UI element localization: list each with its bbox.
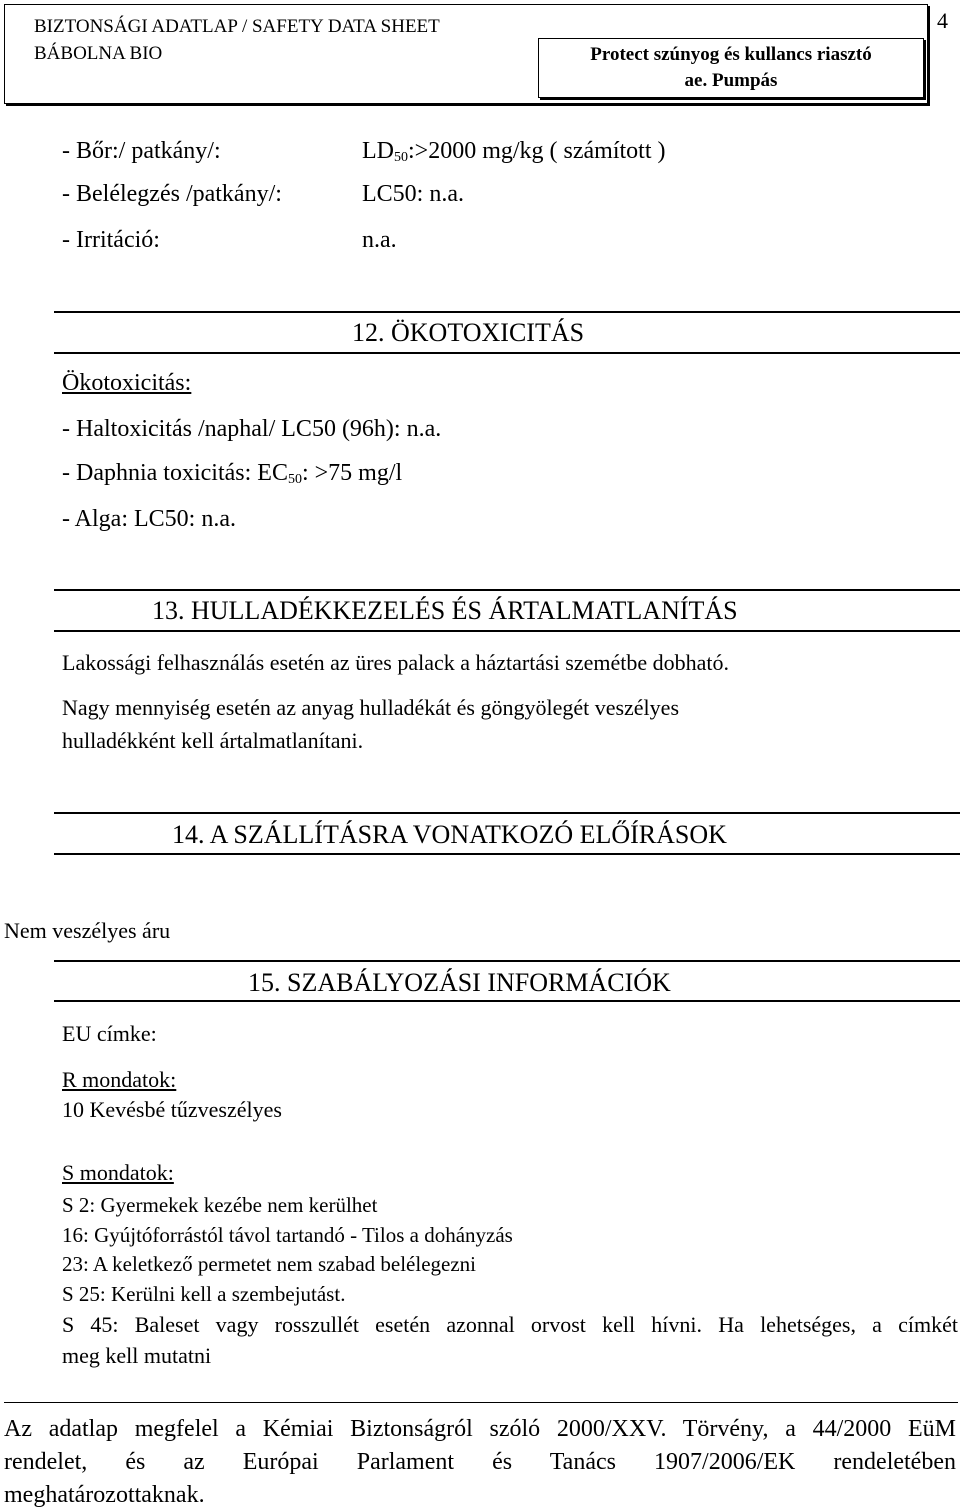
section15-rule-top [54,960,960,962]
eco-daphnia-suffix: : >75 mg/l [301,460,403,486]
eco-fish: - Haltoxicitás /naphal/ LC50 (96h): n.a. [62,416,442,442]
page-number: 4 [937,8,948,33]
tox-irrit-label: - Irritáció: [62,227,160,253]
r-phrases-title-text: R mondatok: [62,1067,177,1092]
section14-title: 14. A SZÁLLÍTÁSRA VONATKOZÓ ELŐÍRÁSOK [172,820,727,849]
doc-title: BIZTONSÁGI ADATLAP / SAFETY DATA SHEET [34,16,440,37]
footer-line-2: rendelet, és az Európai Parlament és Tanács 1907/2006/EK rendeletében [4,1449,956,1475]
product-box [538,38,924,98]
section13-title: 13. HULLADÉKKEZELÉS ÉS ÁRTALMATLANÍTÁS [152,596,738,625]
s-phrase-2: 16: Gyújtóforrástól távol tartandó - Tilos a dohányzás [62,1223,513,1247]
footer-line-1: Az adatlap megfelel a Kémiai Biztonságról szóló 2000/XXV. Törvény, a 44/2000 EüM [4,1416,956,1442]
section12-title: 12. ÖKOTOXICITÁS [352,318,585,347]
section14-rule-top [54,812,960,814]
section14-rule-bottom [54,853,960,855]
tox-skin-value-suffix: :>2000 mg/kg ( számított ) [408,138,666,164]
tox-skin-value-prefix: LD [362,138,394,164]
tox-skin-value-sub: 50 [394,150,408,165]
eco-daphnia-sub: 50 [287,472,302,487]
eco-daphnia-prefix: - Daphnia toxicitás: EC [62,460,288,486]
eco-daphnia [62,459,402,487]
section12-rule-bottom [54,352,960,354]
s-phrase-3: 23: A keletkező permetet nem szabad belélegezni [62,1252,476,1276]
tox-skin-label: - Bőr:/ patkány/: [62,138,221,164]
section12-rule-top [54,311,960,313]
s-phrases-title [62,1160,174,1186]
footer-rule [4,1402,958,1403]
eu-label: EU címke: [62,1021,157,1046]
r-phrases-title [62,1067,176,1093]
section15-rule-bottom [54,1000,960,1002]
s-phrase-5-line-2: meg kell mutatni [62,1343,212,1368]
s-phrase-1: S 2: Gyermekek kezébe nem kerülhet [62,1193,378,1217]
product-variant: ae. Pumpás [684,70,778,91]
section13-rule-top [54,589,960,591]
tox-irrit-value: n.a. [362,227,397,253]
disposal-line-2: Nagy mennyiség esetén az anyag hulladékát és göngyölegét veszélyes [62,695,679,720]
s-phrase-5-line-1: S 45: Baleset vagy rosszullét esetén azonnal orvost kell hívni. Ha lehetséges, a címkét [62,1312,958,1337]
s-phrase-4: S 25: Kerülni kell a szembejutást. [62,1282,346,1306]
tox-skin-value [362,137,666,165]
footer-line-3: meghatározottaknak. [4,1482,205,1508]
tox-inhal-label: - Belélegzés /patkány/: [62,181,282,207]
transport-text: Nem veszélyes áru [4,918,171,943]
section12-subtitle [62,369,191,397]
s-phrases-title-text: S mondatok: [62,1160,174,1185]
company-name: BÁBOLNA BIO [34,43,163,64]
eco-alga: - Alga: LC50: n.a. [62,506,236,532]
tox-inhal-value: LC50: n.a. [362,181,464,207]
disposal-line-1: Lakossági felhasználás esetén az üres palack a háztartási szemétbe dobható. [62,650,730,675]
product-name: Protect szúnyog és kullancs riasztó [590,44,872,65]
r-phrase-1: 10 Kevésbé tűzveszélyes [62,1097,282,1122]
disposal-line-3: hulladékként kell ártalmatlanítani. [62,728,364,753]
section12-subtitle-text: Ökotoxicitás: [62,370,192,396]
section15-title: 15. SZABÁLYOZÁSI INFORMÁCIÓK [248,968,671,997]
section13-rule-bottom [54,630,960,632]
